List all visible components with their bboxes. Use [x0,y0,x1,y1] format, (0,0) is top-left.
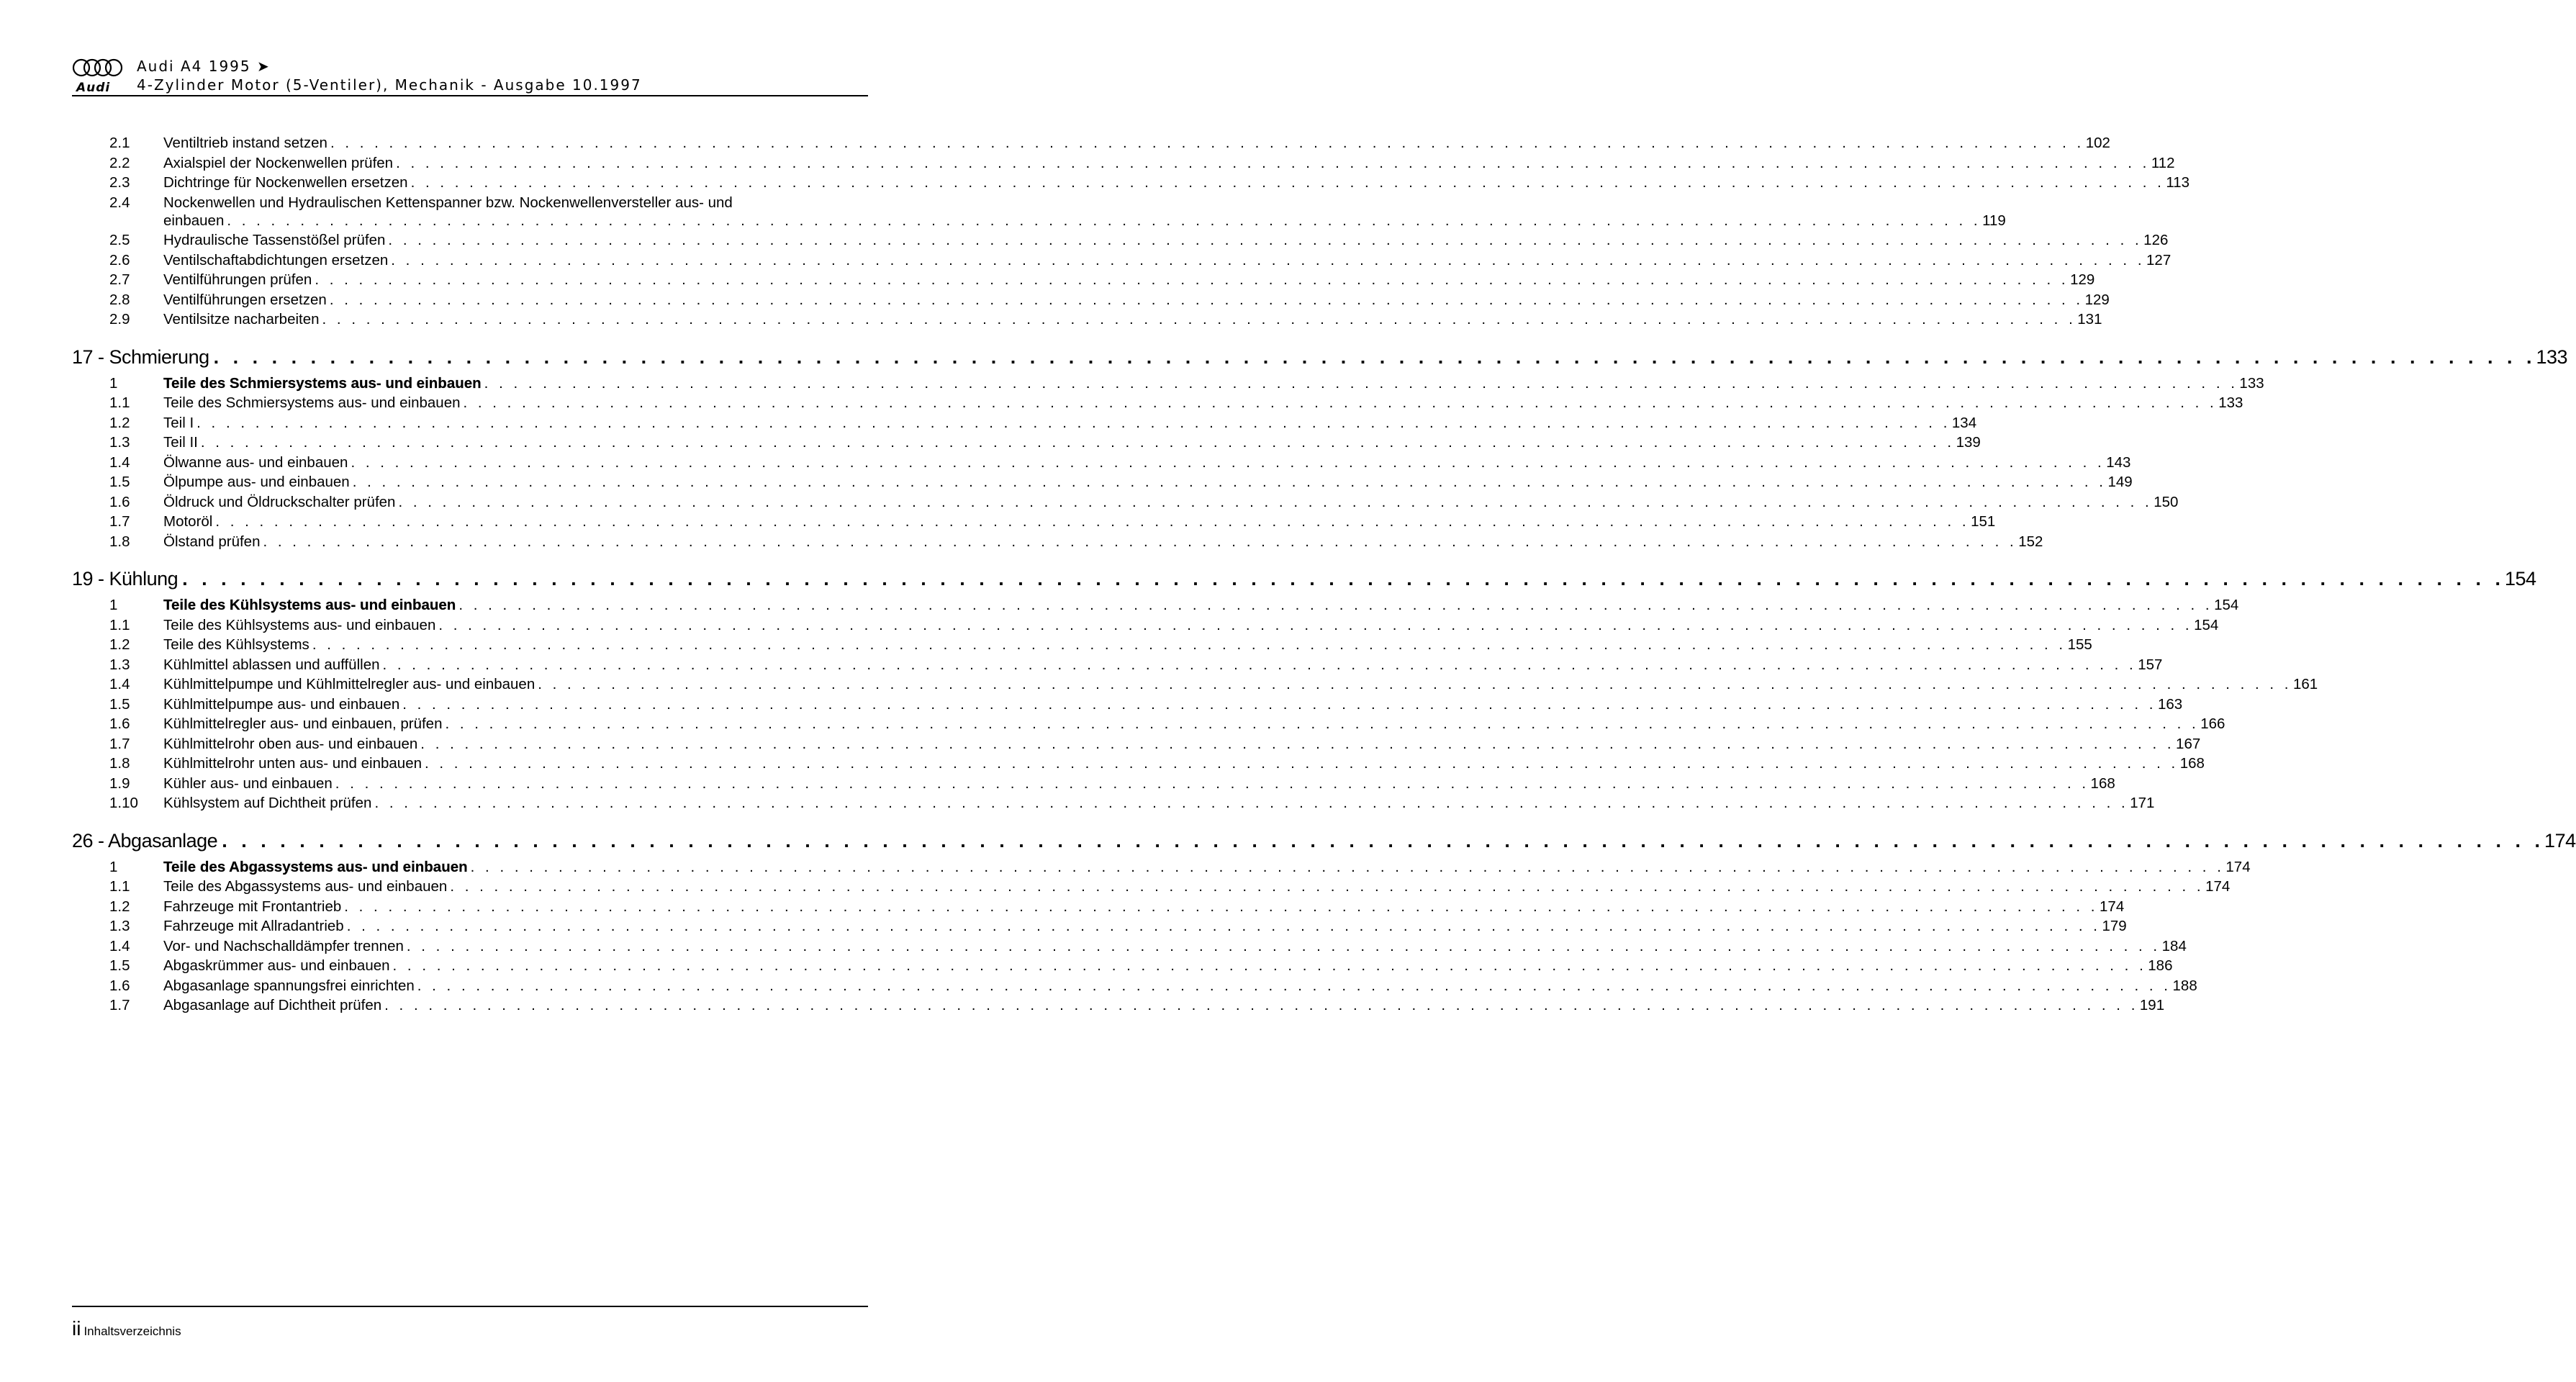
entry-number: 1.1 [109,878,130,895]
audi-rings-icon [72,58,124,79]
entry-number: 1.7 [109,513,130,530]
toc-entry[interactable] [72,153,2175,173]
dot-leader: . . . . . . . . . . . . . . . . . . . . . . . . . . . . . . . . . . . . . . . . . . . . . . . . . . . . . . . . . . . . . . . . . . . . . . . . . . . . . . . . . . . . . . . . . . . . . . . . . . . . . . . . . . . . . . . . . . . . . . . . [227,212,1981,229]
entry-number: 1 [109,374,118,392]
entry-page-number: 133 [2239,374,2264,392]
entry-page-number: 168 [2090,774,2115,792]
entry-title: Teile des Schmiersystems aus- und einbauen [163,394,461,411]
entry-number: 1.5 [109,695,130,713]
toc-entry[interactable] [72,173,2189,193]
dot-leader: . . . . . . . . . . . . . . . . . . . . . . . . . . . . . . . . . . . . . . . . . . . . . . . . . . . . . . . . . . . . . . . . . . . . . . . . . . . . . . . . . . . . . . . . . . . . . . . . . . . . . . . . . . . . . . . . . . . . . . . . [346,918,2101,934]
entry-number: 2.3 [109,174,130,191]
toc-section-entry[interactable] [72,374,2264,394]
entry-number: 1.1 [109,616,130,633]
entry-page-number: 119 [1982,212,2006,229]
entry-title: Teile des Abgassystems aus- und einbauen [163,878,448,895]
entry-page-number: 171 [2130,795,2155,811]
audi-logo [72,58,124,95]
toc-section-entry[interactable] [72,857,2251,877]
toc-entry[interactable] [72,413,1977,433]
page-number: ii [72,1317,81,1340]
entry-number: 1.6 [109,493,130,510]
entry-page-number: 184 [2161,937,2187,954]
entry-page-number: 186 [2148,957,2173,974]
toc-entry[interactable] [72,310,2102,330]
chapter-title: 17 - Schmierung [72,346,209,368]
toc-entry[interactable] [72,774,2115,794]
toc-chapter-heading[interactable] [72,564,2536,593]
dot-leader: . . . . . . . . . . . . . . . . . . . . . . . . . . . . . . . . . . . . . . . . . . . . . . . . . . . . . . . . . . . . . . . . . . . . . . . . . . . . . . . . . . . . . . . . . . . . . . . . . . . . . . . . . . . . . . . . . . . . . . . . [470,858,2225,875]
entry-title: Ventiltrieb instand setzen [163,135,327,151]
dot-leader: . . . . . . . . . . . . . . . . . . . . . . . . . . . . . . . . . . . . . . . . . . . . . . . . . . . . . . . . . . . . . . . . . . . . . . . . . . . . . . . . . . . . . . . . . . . . . . . . . . . . . . . . . . . . . . . . . . . . . . . . [182,568,2505,590]
entry-page-number: 150 [2154,493,2179,510]
entry-page-number: 139 [1956,434,1981,451]
toc-entry[interactable] [72,230,2169,250]
entry-title: Dichtringe für Nockenwellen ersetzen [163,174,408,191]
toc-entry[interactable] [72,714,2225,734]
audi-wordmark: Audi [76,81,111,95]
entry-page-number: 166 [2200,715,2225,732]
table-of-contents [72,133,2576,1016]
dot-leader: . . . . . . . . . . . . . . . . . . . . . . . . . . . . . . . . . . . . . . . . . . . . . . . . . . . . . . . . . . . . . . . . . . . . . . . . . . . . . . . . . . . . . . . . . . . . . . . . . . . . . . . . . . . . . . . . . . . . . . . . [312,636,2066,653]
toc-entry[interactable] [72,877,2231,897]
entry-title-continued: einbauen [163,212,225,229]
dot-leader: . . . . . . . . . . . . . . . . . . . . . . . . . . . . . . . . . . . . . . . . . . . . . . . . . . . . . . . . . . . . . . . . . . . . . . . . . . . . . . . . . . . . . . . . . . . . . . . . . . . . . . . . . . . . . . . . . . . . . . . . [450,878,2205,895]
dot-leader: . . . . . . . . . . . . . . . . . . . . . . . . . . . . . . . . . . . . . . . . . . . . . . . . . . . . . . . . . . . . . . . . . . . . . . . . . . . . . . . . . . . . . . . . . . . . . . . . . . . . . . . . . . . . . . . . . . . . . . . . [484,374,2238,392]
dot-leader: . . . . . . . . . . . . . . . . . . . . . . . . . . . . . . . . . . . . . . . . . . . . . . . . . . . . . . . . . . . . . . . . . . . . . . . . . . . . . . . . . . . . . . . . . . . . . . . . . . . . . . . . . . . . . . . . . . . . . . . . [352,474,2107,490]
entry-page-number: 129 [2084,291,2110,308]
dot-leader: . . . . . . . . . . . . . . . . . . . . . . . . . . . . . . . . . . . . . . . . . . . . . . . . . . . . . . . . . . . . . . . . . . . . . . . . . . . . . . . . . . . . . . . . . . . . . . . . . . . . . . . . . . . . . . . . . . . . . . . . [374,795,2129,811]
dot-leader: . . . . . . . . . . . . . . . . . . . . . . . . . . . . . . . . . . . . . . . . . . . . . . . . . . . . . . . . . . . . . . . . . . . . . . . . . . . . . . . . . . . . . . . . . . . . . . . . . . . . . . . . . . . . . . . . . . . . . . . . [420,735,2175,752]
entry-title: Ventilführungen ersetzen [163,291,327,308]
dot-leader: . . . . . . . . . . . . . . . . . . . . . . . . . . . . . . . . . . . . . . . . . . . . . . . . . . . . . . . . . . . . . . . . . . . . . . . . . . . . . . . . . . . . . . . . . . . . . . . . . . . . . . . . . . . . . . . . . . . . . . . . [396,154,2150,171]
page-header [72,56,868,96]
entry-page-number: 154 [2214,597,2239,613]
entry-title: Kühlmittelregler aus- und einbauen, prüfen [163,715,443,732]
entry-title: Teile des Schmiersystems aus- und einbauen [163,374,482,392]
toc-entry[interactable] [72,193,859,211]
dot-leader: . . . . . . . . . . . . . . . . . . . . . . . . . . . . . . . . . . . . . . . . . . . . . . . . . . . . . . . . . . . . . . . . . . . . . . . . . . . . . . . . . . . . . . . . . . . . . . . . . . . . . . . . . . . . . . . . . . . . . . . . [200,434,1955,451]
dot-leader: . . . . . . . . . . . . . . . . . . . . . . . . . . . . . . . . . . . . . . . . . . . . . . . . . . . . . . . . . . . . . . . . . . . . . . . . . . . . . . . . . . . . . . . . . . . . . . . . . . . . . . . . . . . . . . . . . . . . . . . . [398,493,2153,510]
entry-page-number: 112 [2151,154,2175,171]
entry-number: 1.8 [109,755,130,772]
toc-entry[interactable] [72,655,2163,675]
entry-page-number: 174 [2100,898,2125,915]
entry-number: 1.3 [109,656,130,673]
entry-number: 1 [109,597,118,613]
dot-leader: . . . . . . . . . . . . . . . . . . . . . . . . . . . . . . . . . . . . . . . . . . . . . . . . . . . . . . . . . . . . . . . . . . . . . . . . . . . . . . . . . . . . . . . . . . . . . . . . . . . . . . . . . . . . . . . . . . . . . . . . [392,957,2147,974]
entry-page-number: 102 [2085,135,2110,151]
entry-number: 2.5 [109,232,130,248]
entry-page-number: 131 [2077,311,2102,328]
entry-title: Kühlsystem auf Dichtheit prüfen [163,795,372,811]
toc-entry[interactable] [72,936,2187,957]
entry-page-number: 174 [2205,878,2231,895]
document-subtitle: 4-Zylinder Motor (5-Ventiler), Mechanik - Ausgabe 10.1997 [137,76,642,94]
entry-page-number: 126 [2143,232,2169,248]
entry-title: Teile des Abgassystems aus- und einbauen [163,858,468,875]
entry-number: 2.8 [109,291,130,308]
entry-title: Ventilsitze nacharbeiten [163,311,320,328]
entry-page-number: 174 [2225,858,2251,875]
dot-leader: . . . . . . . . . . . . . . . . . . . . . . . . . . . . . . . . . . . . . . . . . . . . . . . . . . . . . . . . . . . . . . . . . . . . . . . . . . . . . . . . . . . . . . . . . . . . . . . . . . . . . . . . . . . . . . . . . . . . . . . . [410,174,2165,191]
entry-title: Vor- und Nachschalldämpfer trennen [163,937,404,954]
dot-leader: . . . . . . . . . . . . . . . . . . . . . . . . . . . . . . . . . . . . . . . . . . . . . . . . . . . . . . . . . . . . . . . . . . . . . . . . . . . . . . . . . . . . . . . . . . . . . . . . . . . . . . . . . . . . . . . . . . . . . . . . [384,997,2138,1013]
entry-number: 2.4 [109,194,130,211]
toc-entry[interactable] [72,956,2173,976]
entry-page-number: 179 [2102,918,2127,934]
entry-title: Ventilführungen prüfen [163,271,312,288]
entry-page-number: 155 [2067,636,2092,653]
dot-leader: . . . . . . . . . . . . . . . . . . . . . . . . . . . . . . . . . . . . . . . . . . . . . . . . . . . . . . . . . . . . . . . . . . . . . . . . . . . . . . . . . . . . . . . . . . . . . . . . . . . . . . . . . . . . . . . . . . . . . . . . [263,533,2017,550]
entry-number: 2.1 [109,135,130,151]
entry-page-number: 191 [2139,997,2165,1013]
toc-entry[interactable] [72,270,2095,290]
entry-title: Abgasanlage spannungsfrei einrichten [163,977,415,994]
entry-number: 1.5 [109,474,130,490]
dot-leader: . . . . . . . . . . . . . . . . . . . . . . . . . . . . . . . . . . . . . . . . . . . . . . . . . . . . . . . . . . . . . . . . . . . . . . . . . . . . . . . . . . . . . . . . . . . . . . . . . . . . . . . . . . . . . . . . . . . . . . . . [222,829,2545,852]
toc-entry[interactable] [72,635,2092,655]
entry-number: 1.2 [109,636,130,653]
entry-title: Kühlmittelpumpe aus- und einbauen [163,695,400,713]
toc-entry[interactable] [72,472,2133,492]
entry-title: Teile des Kühlsystems aus- und einbauen [163,597,456,613]
entry-title: Ventilschaftabdichtungen ersetzen [163,251,389,268]
entry-number: 1.3 [109,918,130,934]
dot-leader: . . . . . . . . . . . . . . . . . . . . . . . . . . . . . . . . . . . . . . . . . . . . . . . . . . . . . . . . . . . . . . . . . . . . . . . . . . . . . . . . . . . . . . . . . . . . . . . . . . . . . . . . . . . . . . . . . . . . . . . . [344,898,2099,915]
entry-title: Kühlmittelpumpe und Kühlmittelregler aus- und einbauen [163,676,535,692]
entry-number: 1 [109,858,118,875]
toc-section-entry[interactable] [72,595,2239,615]
dot-leader: . . . . . . . . . . . . . . . . . . . . . . . . . . . . . . . . . . . . . . . . . . . . . . . . . . . . . . . . . . . . . . . . . . . . . . . . . . . . . . . . . . . . . . . . . . . . . . . . . . . . . . . . . . . . . . . . . . . . . . . . [382,656,2137,673]
entry-number: 1.3 [109,434,130,451]
entry-title: Teil II [163,434,198,451]
entry-title: Kühlmittel ablassen und auffüllen [163,656,380,673]
entry-title: Motoröl [163,513,213,530]
entry-page-number: 154 [2194,616,2219,633]
header-divider [72,95,868,96]
entry-number: 1.4 [109,676,130,692]
page-footer [72,1317,181,1340]
toc-entry[interactable] [72,393,2243,413]
entry-page-number: 129 [2070,271,2095,288]
entry-title: Abgasanlage auf Dichtheit prüfen [163,997,382,1013]
dot-leader: . . . . . . . . . . . . . . . . . . . . . . . . . . . . . . . . . . . . . . . . . . . . . . . . . . . . . . . . . . . . . . . . . . . . . . . . . . . . . . . . . . . . . . . . . . . . . . . . . . . . . . . . . . . . . . . . . . . . . . . . [406,937,2161,954]
entry-number: 2.2 [109,154,130,171]
entry-title: Kühlmittelrohr unten aus- und einbauen [163,755,422,772]
dot-leader: . . . . . . . . . . . . . . . . . . . . . . . . . . . . . . . . . . . . . . . . . . . . . . . . . . . . . . . . . . . . . . . . . . . . . . . . . . . . . . . . . . . . . . . . . . . . . . . . . . . . . . . . . . . . . . . . . . . . . . . . [463,394,2218,411]
dot-leader: . . . . . . . . . . . . . . . . . . . . . . . . . . . . . . . . . . . . . . . . . . . . . . . . . . . . . . . . . . . . . . . . . . . . . . . . . . . . . . . . . . . . . . . . . . . . . . . . . . . . . . . . . . . . . . . . . . . . . . . . [335,774,2089,792]
dot-leader: . . . . . . . . . . . . . . . . . . . . . . . . . . . . . . . . . . . . . . . . . . . . . . . . . . . . . . . . . . . . . . . . . . . . . . . . . . . . . . . . . . . . . . . . . . . . . . . . . . . . . . . . . . . . . . . . . . . . . . . . [438,616,2193,633]
dot-leader: . . . . . . . . . . . . . . . . . . . . . . . . . . . . . . . . . . . . . . . . . . . . . . . . . . . . . . . . . . . . . . . . . . . . . . . . . . . . . . . . . . . . . . . . . . . . . . . . . . . . . . . . . . . . . . . . . . . . . . . . [388,232,2143,248]
chapter-title: 26 - Abgasanlage [72,829,218,852]
toc-entry[interactable] [72,133,2110,153]
entry-title: Ölwanne aus- und einbauen [163,453,348,471]
toc-entry[interactable] [72,615,2219,636]
entry-title: Teile des Kühlsystems [163,636,309,653]
entry-title: Kühler aus- und einbauen [163,774,333,792]
entry-number: 1.2 [109,898,130,915]
entry-page-number: 143 [2106,453,2131,471]
dot-leader: . . . . . . . . . . . . . . . . . . . . . . . . . . . . . . . . . . . . . . . . . . . . . . . . . . . . . . . . . . . . . . . . . . . . . . . . . . . . . . . . . . . . . . . . . . . . . . . . . . . . . . . . . . . . . . . . . . . . . . . . [330,135,2084,151]
entry-page-number: 127 [2146,251,2171,268]
dot-leader: . . . . . . . . . . . . . . . . . . . . . . . . . . . . . . . . . . . . . . . . . . . . . . . . . . . . . . . . . . . . . . . . . . . . . . . . . . . . . . . . . . . . . . . . . . . . . . . . . . . . . . . . . . . . . . . . . . . . . . . . [458,597,2213,613]
toc-chapter-heading[interactable] [72,826,2576,855]
dot-leader: . . . . . . . . . . . . . . . . . . . . . . . . . . . . . . . . . . . . . . . . . . . . . . . . . . . . . . . . . . . . . . . . . . . . . . . . . . . . . . . . . . . . . . . . . . . . . . . . . . . . . . . . . . . . . . . . . . . . . . . . [322,311,2076,328]
entry-page-number: 163 [2157,695,2183,713]
dot-leader: . . . . . . . . . . . . . . . . . . . . . . . . . . . . . . . . . . . . . . . . . . . . . . . . . . . . . . . . . . . . . . . . . . . . . . . . . . . . . . . . . . . . . . . . . . . . . . . . . . . . . . . . . . . . . . . . . . . . . . . . [391,251,2146,268]
dot-leader: . . . . . . . . . . . . . . . . . . . . . . . . . . . . . . . . . . . . . . . . . . . . . . . . . . . . . . . . . . . . . . . . . . . . . . . . . . . . . . . . . . . . . . . . . . . . . . . . . . . . . . . . . . . . . . . . . . . . . . . . [329,291,2084,308]
entry-number: 1.7 [109,735,130,752]
entry-number: 1.2 [109,414,130,431]
entry-page-number: 152 [2018,533,2043,550]
toc-entry[interactable] [72,250,2171,271]
footer-divider [72,1306,868,1307]
entry-title: Fahrzeuge mit Allradantrieb [163,918,344,934]
entry-number: 1.7 [109,997,130,1013]
toc-entry[interactable] [72,433,1981,453]
entry-title: Nockenwellen und Hydraulischen Kettenspanner bzw. Nockenwellenversteller aus- und [163,194,733,211]
entry-title: Kühlmittelrohr oben aus- und einbauen [163,735,418,752]
entry-number: 2.9 [109,311,130,328]
entry-page-number: 161 [2292,676,2318,692]
chapter-page-number: 154 [2504,568,2536,590]
entry-number: 2.6 [109,251,130,268]
entry-number: 1.4 [109,937,130,954]
chapter-page-number: 133 [2536,346,2568,368]
entry-title: Öldruck und Öldruckschalter prüfen [163,493,396,510]
entry-title: Ölpumpe aus- und einbauen [163,474,350,490]
toc-entry[interactable] [72,754,2205,774]
entry-number: 1.10 [109,795,138,811]
toc-chapter-heading[interactable] [72,343,2568,371]
toc-entry[interactable] [72,995,2165,1016]
toc-entry-continuation[interactable] [72,211,2006,231]
toc-entry[interactable] [72,290,2110,310]
entry-number: 1.9 [109,774,130,792]
entry-page-number: 188 [2172,977,2197,994]
entry-title: Ölstand prüfen [163,533,261,550]
entry-page-number: 133 [2218,394,2243,411]
entry-number: 1.1 [109,394,130,411]
entry-page-number: 149 [2107,474,2133,490]
toc-entry[interactable] [72,453,2131,473]
entry-title: Teile des Kühlsystems aus- und einbauen [163,616,436,633]
toc-entry[interactable] [72,674,2318,695]
entry-page-number: 134 [1951,414,1977,431]
dot-leader: . . . . . . . . . . . . . . . . . . . . . . . . . . . . . . . . . . . . . . . . . . . . . . . . . . . . . . . . . . . . . . . . . . . . . . . . . . . . . . . . . . . . . . . . . . . . . . . . . . . . . . . . . . . . . . . . . . . . . . . . [196,414,1951,431]
dot-leader: . . . . . . . . . . . . . . . . . . . . . . . . . . . . . . . . . . . . . . . . . . . . . . . . . . . . . . . . . . . . . . . . . . . . . . . . . . . . . . . . . . . . . . . . . . . . . . . . . . . . . . . . . . . . . . . . . . . . . . . . [538,676,2292,692]
entry-title: Teil I [163,414,194,431]
toc-entry[interactable] [72,734,2201,754]
entry-title: Fahrzeuge mit Frontantrieb [163,898,342,915]
entry-page-number: 113 [2166,174,2189,191]
document-title: Audi A4 1995 ➤ [137,58,271,75]
dot-leader: . . . . . . . . . . . . . . . . . . . . . . . . . . . . . . . . . . . . . . . . . . . . . . . . . . . . . . . . . . . . . . . . . . . . . . . . . . . . . . . . . . . . . . . . . . . . . . . . . . . . . . . . . . . . . . . . . . . . . . . . [402,695,2156,713]
chapter-title: 19 - Kühlung [72,568,178,590]
toc-entry[interactable] [72,793,2155,813]
entry-title: Abgaskrümmer aus- und einbauen [163,957,390,974]
chapter-page-number: 174 [2544,829,2576,852]
entry-page-number: 157 [2138,656,2163,673]
entry-page-number: 151 [1971,513,1996,530]
toc-entry[interactable] [72,695,2183,715]
entry-title: Hydraulische Tassenstößel prüfen [163,232,386,248]
entry-number: 2.7 [109,271,130,288]
dot-leader: . . . . . . . . . . . . . . . . . . . . . . . . . . . . . . . . . . . . . . . . . . . . . . . . . . . . . . . . . . . . . . . . . . . . . . . . . . . . . . . . . . . . . . . . . . . . . . . . . . . . . . . . . . . . . . . . . . . . . . . . [315,271,2069,288]
entry-number: 1.4 [109,453,130,471]
entry-number: 1.6 [109,715,130,732]
dot-leader: . . . . . . . . . . . . . . . . . . . . . . . . . . . . . . . . . . . . . . . . . . . . . . . . . . . . . . . . . . . . . . . . . . . . . . . . . . . . . . . . . . . . . . . . . . . . . . . . . . . . . . . . . . . . . . . . . . . . . . . . [445,715,2200,732]
toc-entry[interactable] [72,916,2127,936]
dot-leader: . . . . . . . . . . . . . . . . . . . . . . . . . . . . . . . . . . . . . . . . . . . . . . . . . . . . . . . . . . . . . . . . . . . . . . . . . . . . . . . . . . . . . . . . . . . . . . . . . . . . . . . . . . . . . . . . . . . . . . . . [351,453,2105,471]
dot-leader: . . . . . . . . . . . . . . . . . . . . . . . . . . . . . . . . . . . . . . . . . . . . . . . . . . . . . . . . . . . . . . . . . . . . . . . . . . . . . . . . . . . . . . . . . . . . . . . . . . . . . . . . . . . . . . . . . . . . . . . . [213,346,2536,368]
dot-leader: . . . . . . . . . . . . . . . . . . . . . . . . . . . . . . . . . . . . . . . . . . . . . . . . . . . . . . . . . . . . . . . . . . . . . . . . . . . . . . . . . . . . . . . . . . . . . . . . . . . . . . . . . . . . . . . . . . . . . . . . [425,755,2179,772]
entry-number: 1.8 [109,533,130,550]
dot-leader: . . . . . . . . . . . . . . . . . . . . . . . . . . . . . . . . . . . . . . . . . . . . . . . . . . . . . . . . . . . . . . . . . . . . . . . . . . . . . . . . . . . . . . . . . . . . . . . . . . . . . . . . . . . . . . . . . . . . . . . . [417,977,2171,994]
entry-page-number: 168 [2179,755,2205,772]
dot-leader: . . . . . . . . . . . . . . . . . . . . . . . . . . . . . . . . . . . . . . . . . . . . . . . . . . . . . . . . . . . . . . . . . . . . . . . . . . . . . . . . . . . . . . . . . . . . . . . . . . . . . . . . . . . . . . . . . . . . . . . . [215,513,1970,530]
toc-entry[interactable] [72,976,2197,996]
toc-entry[interactable] [72,532,2043,552]
entry-page-number: 167 [2176,735,2201,752]
toc-entry[interactable] [72,897,2125,917]
toc-entry[interactable] [72,492,2179,512]
entry-title: Axialspiel der Nockenwellen prüfen [163,154,394,171]
entry-number: 1.6 [109,977,130,994]
entry-number: 1.5 [109,957,130,974]
footer-section-label: Inhaltsverzeichnis [83,1324,181,1338]
toc-entry[interactable] [72,512,1996,532]
